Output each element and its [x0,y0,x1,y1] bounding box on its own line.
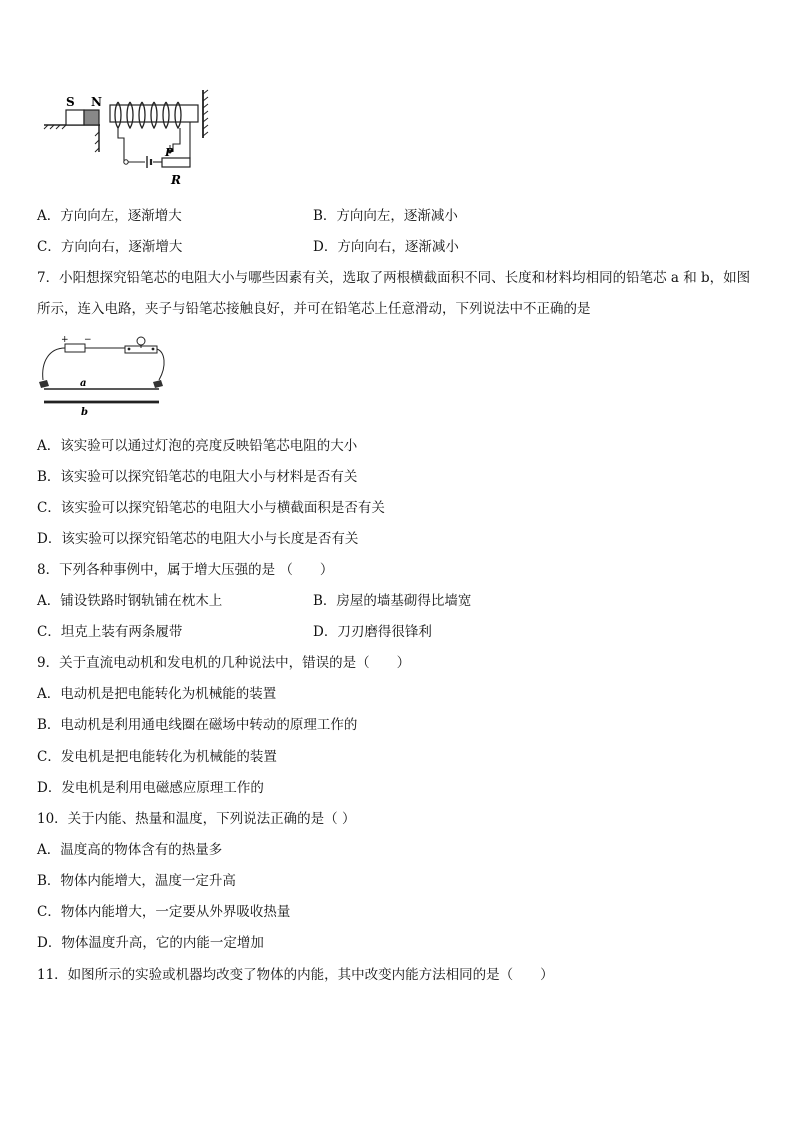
q6-option-d: D．方向向右，逐渐减小 [313,239,459,255]
s-pole-label: S [66,95,75,109]
solenoid-core [110,105,198,122]
rheostat-r-label: R [171,173,181,187]
q10-option-c: C．物体内能增大，一定要从外界吸收热量 [37,904,291,920]
lead-a-label: a [80,378,87,389]
q11-stem: 11．如图所示的实验或机器均改变了物体的内能，其中改变内能方法相同的是（ ） [37,967,554,983]
q10-option-b: B．物体内能增大，温度一定升高 [37,873,236,889]
q10-stem: 10．关于内能、热量和温度，下列说法正确的是（ ） [37,811,356,827]
q8-option-d: D．刀刃磨得很锋利 [313,624,432,640]
q7-option-a: A．该实验可以通过灯泡的亮度反映铅笔芯电阻的大小 [37,438,358,454]
q8-stem: 8．下列各种事例中，属于增大压强的是 （ ） [37,562,334,578]
electromagnet-figure [40,88,220,190]
magnet-n-half [84,110,99,125]
q7-option-b: B．该实验可以探究铅笔芯的电阻大小与材料是否有关 [37,469,358,485]
rheostat [162,158,190,167]
q6-option-b: B．方向向左，逐渐减小 [313,208,458,224]
q9-option-b: B．电动机是利用通电线圈在磁场中转动的原理工作的 [37,717,358,733]
q9-stem: 9．关于直流电动机和发电机的几种说法中，错误的是（ ） [37,655,411,671]
q8-option-b: B．房屋的墙基砌得比墙宽 [313,593,472,609]
bulb [137,337,145,345]
q10-option-a: A．温度高的物体含有的热量多 [37,842,223,858]
magnet-s-half [66,110,84,125]
q8-option-c: C．坦克上装有两条履带 [37,624,183,640]
battery-plus-label: + [61,335,69,345]
q8-option-a: A．铺设铁路时钢轨铺在枕木上 [37,593,223,609]
q7-stem: 7．小阳想探究铅笔芯的电阻大小与哪些因素有关，选取了两根横截面积不同、长度和材料均相同的铅笔芯 a 和 b，如图所示，连入电路，夹子与铅笔芯接触良好，并可在铅笔芯上任意滑动，下列说法中不正确的是 [37,270,751,317]
battery [65,344,85,352]
n-pole-label: N [91,95,102,109]
lead-b-label: b [81,407,88,418]
q7-option-d: D．该实验可以探究铅笔芯的电阻大小与长度是否有关 [37,531,359,547]
q9-option-a: A．电动机是把电能转化为机械能的装置 [37,686,277,702]
q7-option-c: C．该实验可以探究铅笔芯的电阻大小与横截面积是否有关 [37,500,385,516]
q9-option-c: C．发电机是把电能转化为机械能的装置 [37,749,277,765]
q6-option-c: C．方向向右，逐渐增大 [37,239,183,255]
q10-option-d: D．物体温度升高，它的内能一定增加 [37,935,264,951]
pencil-lead-circuit-figure [35,332,170,418]
slider-p-label: P [165,146,174,159]
q6-option-a: A．方向向左，逐渐增大 [37,208,182,224]
q9-option-d: D．发电机是利用电磁感应原理工作的 [37,780,264,796]
battery-minus-label: − [84,335,92,345]
